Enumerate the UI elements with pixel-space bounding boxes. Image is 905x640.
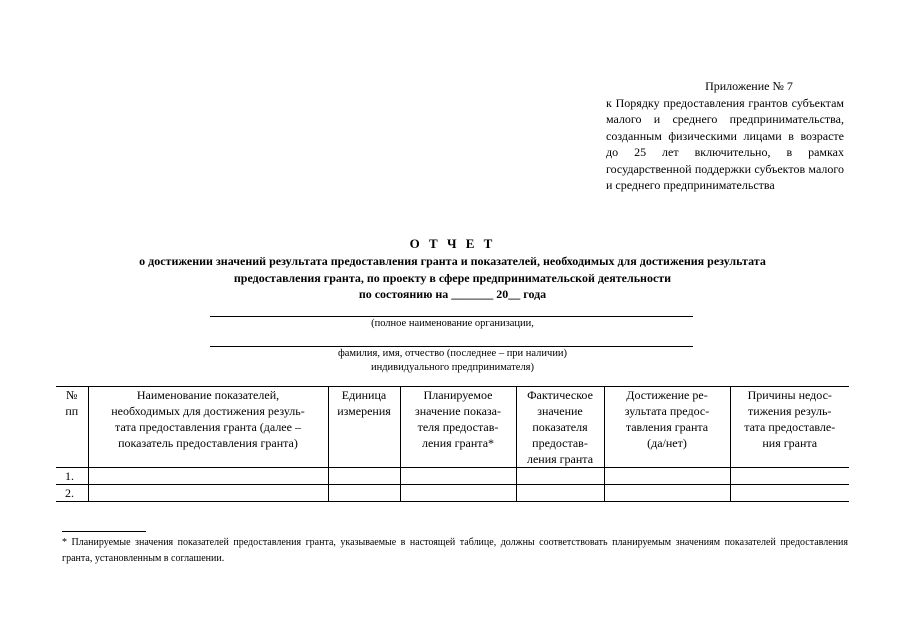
appendix-title: Приложение № 7 [705, 79, 793, 93]
report-subtitle-line1: о достижении значений результата предоставления гранта и показателей, необходимых для достижения результата [139, 254, 766, 268]
row-number-cell: 1. [56, 468, 88, 485]
table-cell [516, 485, 604, 502]
table-header-row [56, 387, 849, 468]
table-cell [604, 485, 730, 502]
header-cell-achievement: Достижение ре- зультата предос- тавления гранта (да/нет) [604, 387, 730, 468]
header-cell-indicator-name: Наименование показателей, необходимых для достижения резуль- тата предоставления гранта (далее – показатель предоставления гранта) [88, 387, 328, 468]
report-subtitle-line2: предоставления гранта, по проекту в сфере предпринимательской деятельности [233, 271, 672, 285]
table-cell [730, 485, 849, 502]
appendix-body: к Порядку предоставления грантов субъектам малого и среднего предпринимательства, созданным физическими лицами в возрасте до 25 лет включительно, в рамках государственной поддержки субъектов малого и среднего предпринимательства [606, 95, 844, 192]
header-cell-unit: Единица измерения [328, 387, 400, 468]
table-cell [328, 468, 400, 485]
report-table [56, 386, 849, 502]
table-cell [516, 468, 604, 485]
table-cell [604, 468, 730, 485]
table-row [56, 468, 849, 485]
table-cell [730, 468, 849, 485]
person-fill-line [210, 346, 693, 347]
header-cell-planned-value: Планируемое значение показа- теля предостав- ления гранта* [400, 387, 516, 468]
header-cell-number: № пп [56, 387, 88, 468]
organization-caption: (полное наименование организации, [371, 318, 534, 329]
table-cell [400, 485, 516, 502]
person-caption-line1: фамилия, имя, отчество (последнее – при наличии) [337, 348, 568, 359]
table-cell [400, 468, 516, 485]
footnote-separator [62, 531, 146, 532]
table-cell [88, 485, 328, 502]
person-caption-line2: индивидуального предпринимателя) [370, 362, 535, 373]
appendix-block [606, 78, 844, 194]
header-cell-actual-value: Фактическое значение показателя предостав- ления гранта [516, 387, 604, 468]
table-cell [328, 485, 400, 502]
report-title: О Т Ч Е Т [409, 236, 496, 251]
header-cell-reasons: Причины недос- тижения резуль- тата предоставле- ния гранта [730, 387, 849, 468]
organization-fill-line [210, 316, 693, 317]
report-date-line: по состоянию на _______ 20__ года [358, 287, 547, 301]
table-cell [88, 468, 328, 485]
row-number-cell: 2. [56, 485, 88, 502]
footnote: * Планируемые значения показателей предоставления гранта, указываемые в настоящей таблице, должны соответствовать планируемым значениям показателей предоставления гранта, установленным в соглашении. [62, 537, 848, 564]
table-row [56, 485, 849, 502]
